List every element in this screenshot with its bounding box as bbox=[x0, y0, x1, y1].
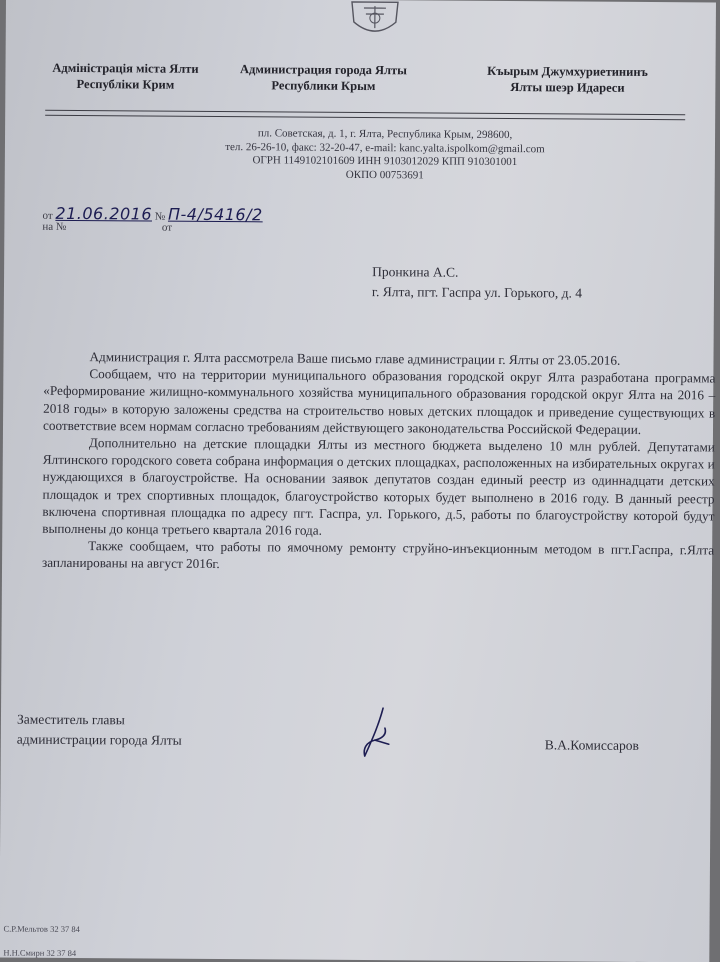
header-crimean-tatar: Къырым Джумхуриетининъ Ялты шеэр Идареси bbox=[487, 63, 648, 95]
addressee-address: г. Ялта, пгт. Гаспра ул. Горького, д. 4 bbox=[371, 284, 583, 301]
contact-phones: тел. 26-26-10, факс: 32-20-47, e-mail: kanc.yalta.ispolkom@gmail.com bbox=[225, 140, 545, 155]
addressee-block bbox=[372, 262, 582, 303]
contact-address: пл. Советская, д. 1, г. Ялта, Республика Крым, 298600, bbox=[257, 127, 513, 142]
header-divider-thin bbox=[45, 115, 685, 120]
letter-body bbox=[42, 348, 716, 576]
contact-okpo: ОКПО 00753691 bbox=[345, 168, 424, 181]
coat-of-arms-emblem bbox=[344, 0, 406, 38]
footer-executor-2: Н.Н.Смирн 32 37 84 bbox=[3, 947, 77, 959]
signer-name: В.А.Комиссаров bbox=[544, 737, 639, 753]
body-paragraph: Администрация г. Ялта рассмотрела Ваше письмо главе администрации г. Ялты от 23.05.2016. bbox=[89, 349, 621, 368]
header-russian: Администрация города Ялты Республики Крым bbox=[240, 62, 408, 94]
header-divider-thick bbox=[45, 110, 685, 115]
body-paragraph: Дополнительно на детские площадки Ялты из местного бюджета выделено 10 млн рублей. Депутатами Ялтинского городского совета собрана информация о детских площадках, расположенных на избирательных округах и нуждающихся в благоустройстве. На основании заявок депутатов создан единый реестр из одиннадцати детских площадок и трех спортивных площадок, благоустройство которых будет выполнено в 2016 году. В данный реестр включена спортивная площадка по адресу пгт. Гаспра, ул. Горького, д.5, работы по благоустройству которой будут выполнены до конца третьего квартала 2016 года. bbox=[42, 435, 715, 538]
registration-line: от 21.06.2016 № П-4/5416/2 на № от bbox=[42, 203, 263, 234]
registration-date: 21.06.2016 bbox=[55, 203, 153, 224]
footer-executor: С.Р.Мельтов 32 37 84 bbox=[3, 923, 80, 935]
body-paragraph: Также сообщаем, что работы по ямочному ремонту струйно-инъекционным методом в пгт.Гаспра, г.Ялта запланированы на август 2016г. bbox=[42, 538, 715, 572]
body-paragraph: Сообщаем, что на территории муниципального образования городской округ Ялта разработана программа «Реформирование жилищно-коммунального хозяйства муниципального образования городской округ Ялта на 2016 – 2018 годы» в которую заложены средства на строительство новых детских площадок и приведение существующих в соответствие всем нормам согласно требованиям действующего законодательства Российской Федерации. bbox=[42, 366, 716, 437]
addressee-name: Пронкина А.С. bbox=[372, 264, 459, 280]
signer-title: Заместитель главы администрации города Ялты bbox=[16, 711, 182, 748]
contact-block bbox=[155, 127, 615, 184]
registration-number: П-4/5416/2 bbox=[167, 204, 263, 225]
handwritten-signature bbox=[353, 704, 397, 764]
header-ukrainian: Адміністрація міста Ялти Республіки Крим bbox=[52, 60, 199, 92]
contact-ids: ОГРН 1149102101609 ИНН 9103012029 КПП 910301001 bbox=[252, 154, 518, 169]
